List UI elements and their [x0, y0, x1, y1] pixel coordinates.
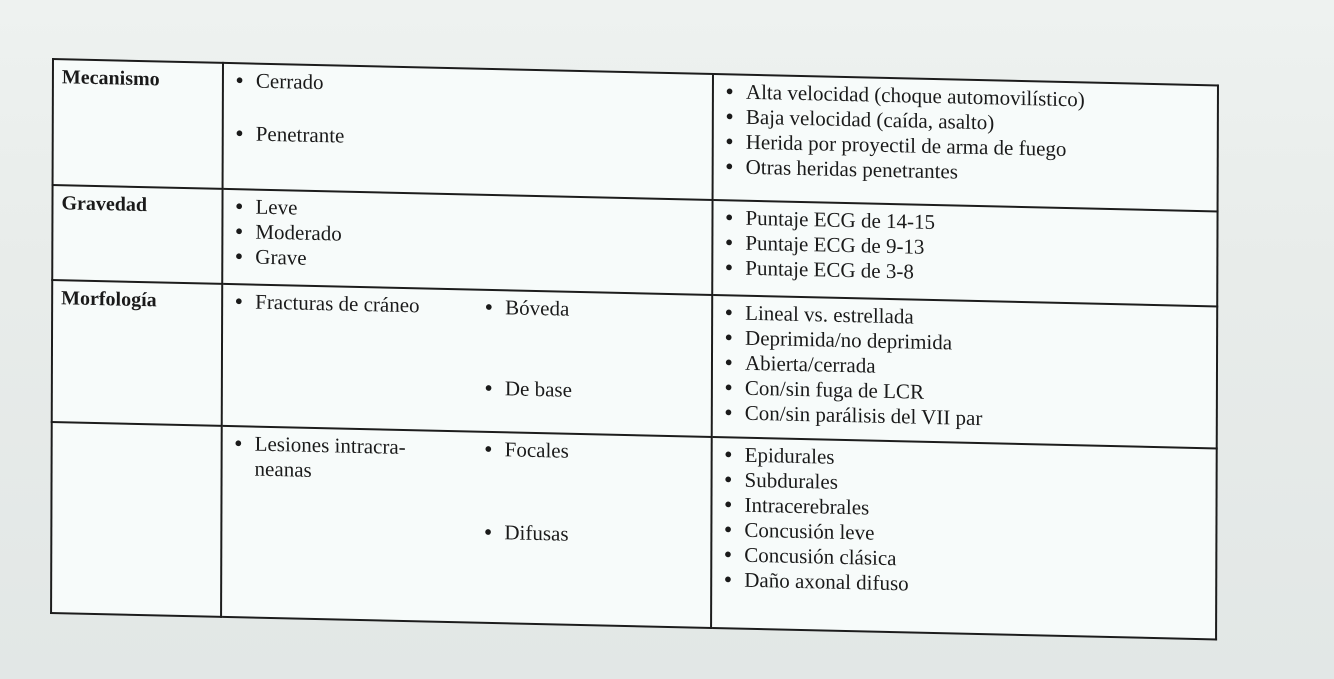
list-item: • Con/sin parálisis del VII par — [721, 400, 1208, 436]
right-cell — [712, 295, 1217, 448]
row-label-cell — [52, 280, 222, 426]
right-cell — [713, 74, 1218, 211]
list-item: • Concusión clásica — [720, 542, 1207, 578]
row-label-cell — [52, 185, 222, 284]
list-item: • Difusas — [480, 520, 702, 550]
table-row-lesiones — [51, 422, 1217, 639]
right-cell — [711, 437, 1217, 639]
row-label: Morfología — [61, 287, 157, 312]
list-item: • Fracturas de cráneo — [231, 289, 481, 320]
list-item: • Daño axonal difuso — [720, 567, 1207, 603]
list-item: • Intracerebrales — [720, 492, 1207, 528]
list-item: • Epidurales — [721, 442, 1208, 478]
row-label-cell — [53, 59, 223, 189]
list-item: • Puntaje ECG de 9-13 — [721, 230, 1208, 266]
list-item: • Lineal vs. estrellada — [721, 300, 1208, 336]
list-item: • Focales — [481, 437, 703, 467]
list-item: • Herida por proyectil de arma de fuego — [722, 129, 1209, 165]
right-cell — [712, 200, 1217, 306]
list-item: • Lesiones intracra- neanas — [231, 431, 481, 487]
classification-table — [50, 58, 1219, 640]
list-item: • Alta velocidad (choque automovilístico) — [722, 79, 1209, 115]
slide-table-page — [50, 58, 1217, 640]
middle-cell — [223, 63, 713, 200]
middle-cell — [222, 189, 712, 295]
list-item: • Concusión leve — [720, 517, 1207, 553]
middle-cell — [221, 426, 712, 628]
row-label-cell — [51, 422, 222, 617]
list-item: • Grave — [231, 244, 703, 280]
list-item: • Subdurales — [721, 467, 1208, 503]
row-label: Mecanismo — [61, 66, 160, 91]
row-label: Gravedad — [61, 192, 148, 217]
list-item: • Puntaje ECG de 3-8 — [721, 255, 1208, 291]
list-item: • Penetrante — [232, 121, 704, 157]
list-item: • Cerrado — [232, 68, 704, 104]
list-item: • Baja velocidad (caída, asalto) — [722, 104, 1209, 140]
list-item: • Con/sin fuga de LCR — [721, 375, 1208, 411]
middle-cell — [222, 284, 712, 437]
list-item: • Deprimida/no deprimida — [721, 325, 1208, 361]
list-item: • Otras heridas penetrantes — [722, 154, 1209, 190]
list-item: • Abierta/cerrada — [721, 350, 1208, 386]
list-item: • Bóveda — [481, 295, 703, 325]
list-item: • Leve — [231, 194, 703, 230]
list-item: • Puntaje ECG de 14-15 — [721, 205, 1208, 241]
table-row-morfologia — [52, 280, 1217, 448]
list-item: • De base — [481, 376, 703, 406]
list-item: • Moderado — [231, 219, 703, 255]
